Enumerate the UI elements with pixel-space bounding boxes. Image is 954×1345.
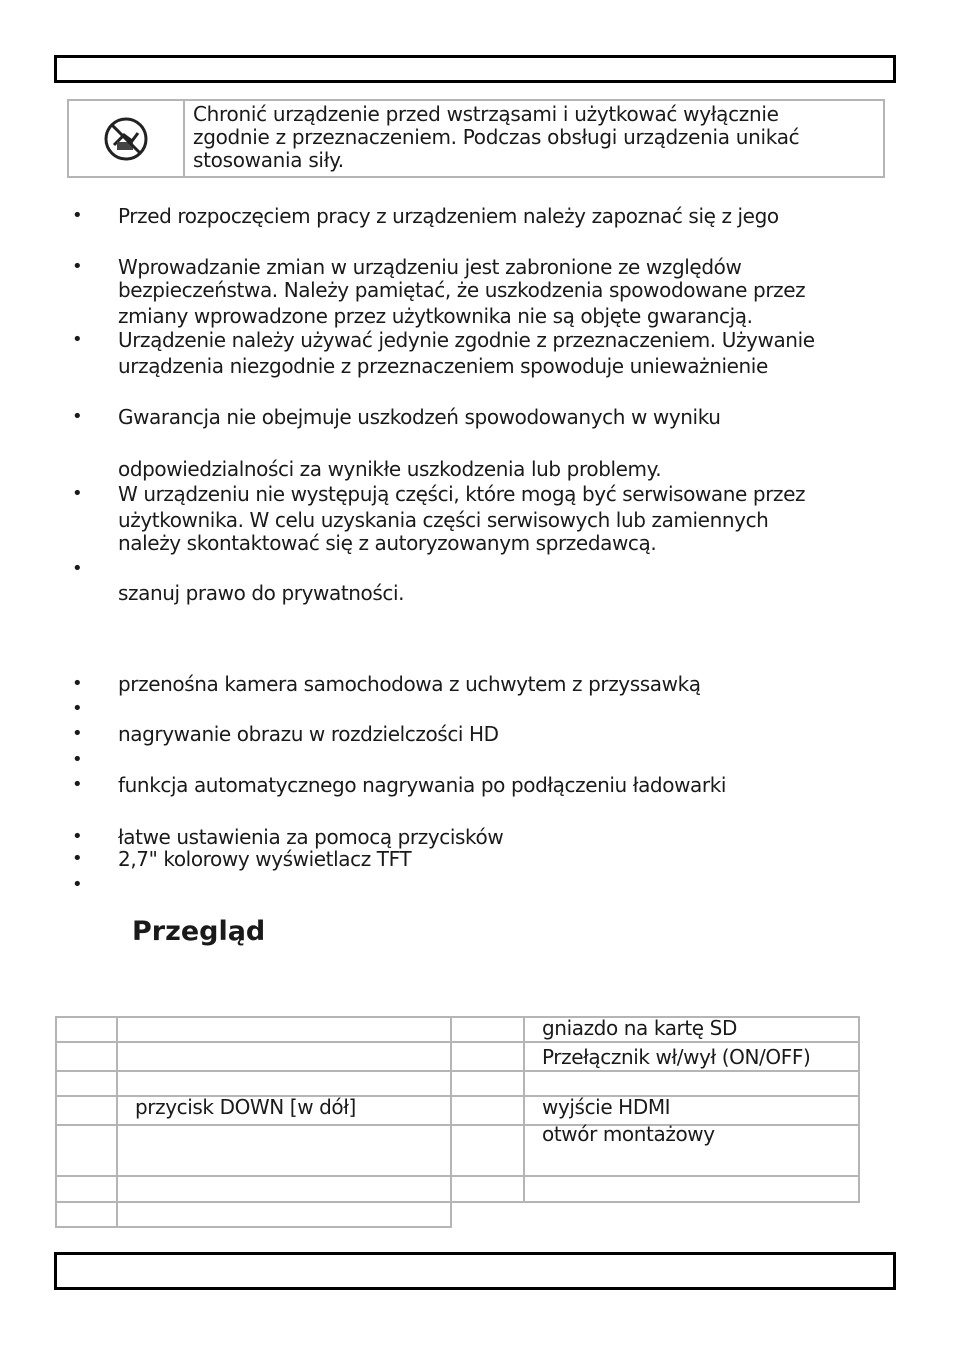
bullet-icon: •: [72, 483, 83, 504]
no-shock-icon: [102, 115, 150, 163]
bullet-icon: •: [72, 723, 83, 744]
bullet-icon: •: [72, 698, 83, 719]
bullet-icon: •: [72, 826, 83, 847]
table-cell: [450, 1175, 525, 1203]
table-cell: [55, 1175, 118, 1203]
bullet-icon: •: [72, 558, 83, 579]
footer-frame: [54, 1252, 896, 1290]
table-cell: [523, 1175, 860, 1203]
table-cell: [55, 1124, 118, 1177]
table-cell: [450, 1124, 525, 1177]
bullet-icon: •: [72, 329, 83, 350]
bullet-icon: •: [72, 774, 83, 795]
warning-line: zgodnie z przeznaczeniem. Podczas obsługi urządzenia unikać: [193, 125, 800, 149]
table-cell: [55, 1041, 118, 1072]
table-cell: [55, 1095, 118, 1126]
table-cell: [55, 1201, 118, 1228]
table-cell: [55, 1016, 118, 1043]
table-cell: wyjście HDMI: [523, 1095, 860, 1126]
warning-line: stosowania siły.: [193, 148, 344, 172]
table-cell: [116, 1175, 452, 1203]
table-cell: [116, 1201, 452, 1228]
header-frame: [54, 55, 896, 83]
table-cell: [450, 1070, 525, 1097]
table-cell: [55, 1070, 118, 1097]
table-cell: przycisk DOWN [w dół]: [116, 1095, 452, 1126]
warning-line: Chronić urządzenie przed wstrząsami i użytkować wyłącznie: [193, 102, 779, 126]
bullet-icon: •: [72, 406, 83, 427]
table-cell: [116, 1124, 452, 1177]
table-cell: gniazdo na kartę SD: [523, 1016, 860, 1043]
bullet-icon: •: [72, 848, 83, 869]
table-cell: [116, 1070, 452, 1097]
table-cell: [116, 1016, 452, 1043]
table-cell: Przełącznik wł/wył (ON/OFF): [523, 1041, 860, 1072]
safety-warning-text: [185, 101, 799, 176]
bullet-icon: •: [72, 874, 83, 895]
bullet-icon: •: [72, 256, 83, 277]
bullet-icon: •: [72, 749, 83, 770]
bullet-icon: •: [72, 205, 83, 226]
table-cell: [116, 1041, 452, 1072]
bullet-icon: •: [72, 673, 83, 694]
table-cell: [450, 1041, 525, 1072]
table-cell: [450, 1016, 525, 1043]
table-cell: [450, 1095, 525, 1126]
section-heading-overview: Przegląd: [132, 916, 266, 947]
table-cell: [523, 1070, 860, 1097]
warning-icon-cell: [69, 101, 185, 176]
safety-warning-box: [67, 99, 885, 178]
table-cell: otwór montażowy: [523, 1124, 860, 1177]
